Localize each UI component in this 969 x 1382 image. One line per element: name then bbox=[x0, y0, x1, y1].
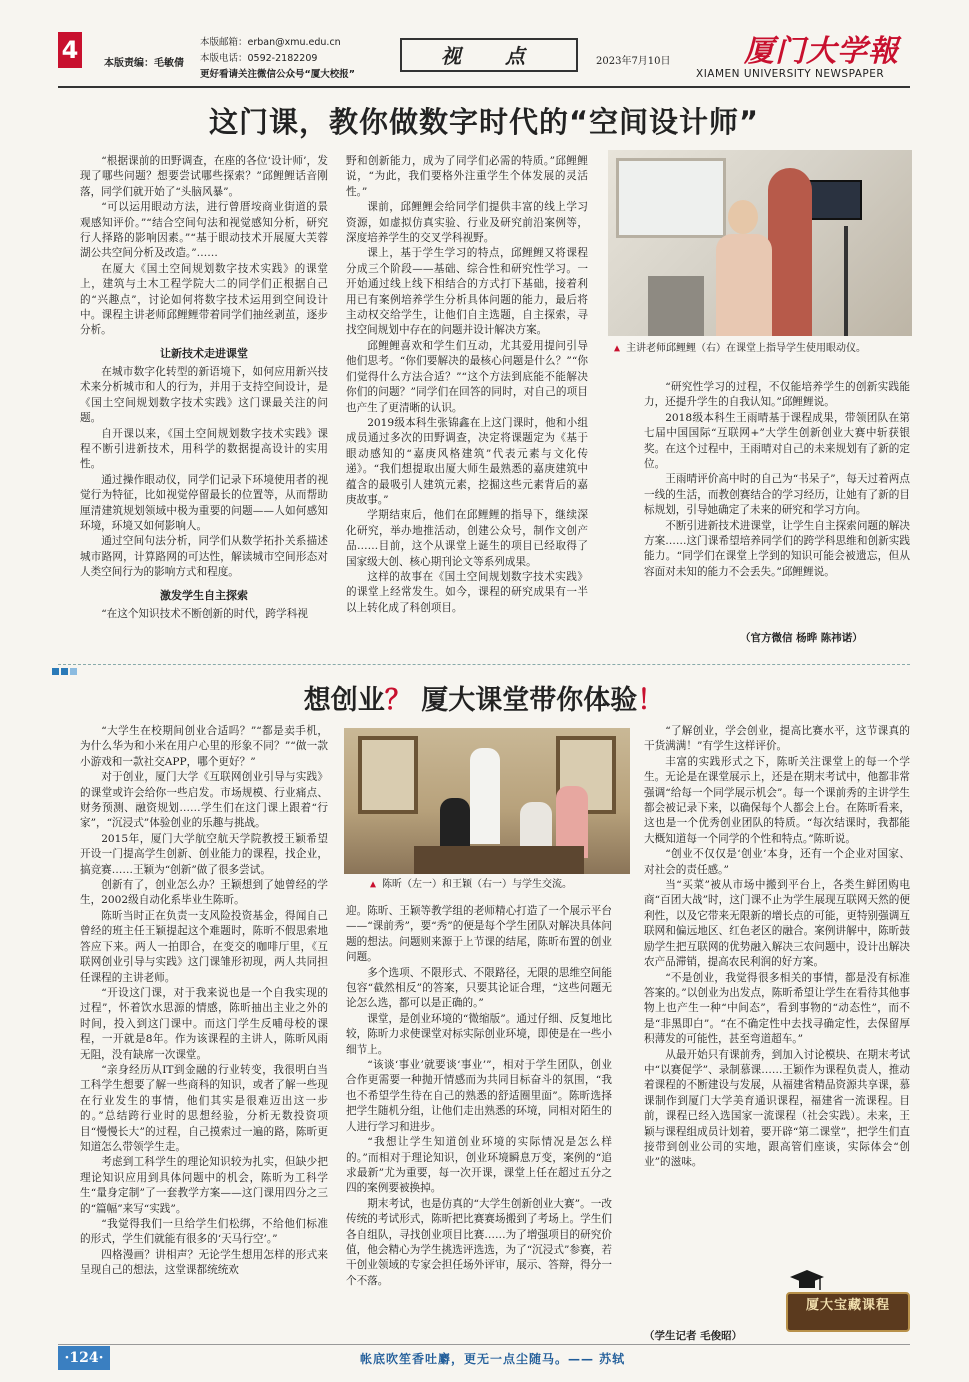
paragraph: 从最开始只有课前秀，到加入讨论模块、在期末考试中“以赛促学”、录制慕课……王颖作为课程负责人，推动着课程的不断建设与发展，从福建省精品资源共享课，慕课制作到厦门大学美育通识课程，福建省一流课程。目前，课程已经入选国家一流课程（社会实践）。未来，王颖与课程组成员计划着，要开辟“第二课堂”，把学生们直接带到创业公司的实地，跟高管们座谈，实际体会“创业”的滋味。 bbox=[644, 1048, 910, 1169]
page-number: 4 bbox=[61, 36, 79, 64]
article1-col1 bbox=[80, 154, 328, 644]
article2-col3 bbox=[644, 724, 910, 1324]
paragraph: “大学生在校期间创业合适吗？”“都是卖手机，为什么华为和小米在用户心里的形象不同？”“做一款小游戏和一款社交APP，哪个更好？” bbox=[80, 725, 328, 768]
photo-person-student bbox=[716, 234, 772, 336]
paragraph: 在城市数字化转型的新语境下，如何应用新兴技术来分析城市和人的行为，并用于支持空间设计，是《国土空间规划数字技术实践》这门课最关注的问题。 bbox=[80, 365, 328, 425]
photo-monitor bbox=[804, 180, 862, 220]
photo-person-student-head bbox=[728, 200, 758, 234]
photo1-caption bbox=[614, 342, 912, 356]
article1-col2 bbox=[346, 154, 588, 644]
section-divider bbox=[58, 664, 910, 665]
paragraph: 野和创新能力，成为了同学们必需的特质。”邱鲤鲤说，“为此，我们要格外注重学生个体发展的灵活性。” bbox=[346, 155, 588, 198]
paragraph: 不断引进新技术进课堂，让学生自主探索问题的解决方案……这门课希望培养同学们的跨学科思维和创新实践能力。“同学们在课堂上学到的知识可能会被遗忘，但从容面对未知的能力不会丢失。”邱鲤鲤说。 bbox=[644, 519, 910, 578]
email-line: 本版邮箱：erban@xmu.edu.cn bbox=[200, 37, 341, 48]
paragraph: “我想让学生知道创业环境的实际情况是怎么样的。”而相对于理论知识，创业环境瞬息万变，案例的“追求最新”尤为重要，每一次开课，课堂上任在超过五分之四的案例要被换掉。 bbox=[346, 1136, 612, 1195]
paragraph: 2015年，厦门大学航空航天学院教授王颖希望开设一门提高学生创新、创业能力的课程，找企业，搞竞赛……王颖为“创新”做了很多尝试。 bbox=[80, 832, 328, 876]
article2-byline: （学生记者 毛俊昭） bbox=[644, 1330, 743, 1342]
paragraph: 课堂，是创业环境的“微缩版”。通过仔细、反复地比较，陈昕力求使课堂对标实际创业环境，即使是在一些小细节上。 bbox=[346, 1012, 612, 1056]
paragraph: “该谈‘事业’就要谈‘事业’”，相对于学生团队，创业合作更需要一种抛开情感而为共同目标奋斗的氛围，“我也不希望学生待在自己的熟悉的舒适圈里面”。陈昕选择把学生随机分组，让他们走出熟悉的环境，同相对陌生的人进行学习和进步。 bbox=[346, 1059, 612, 1133]
paragraph: 这样的故事在《国土空间规划数字技术实践》的课堂上经常发生。如今，课程的研究成果有一半以上转化成了科创项目。 bbox=[346, 570, 588, 614]
footer-page-number: ·124· bbox=[58, 1346, 110, 1370]
paragraph: 自开课以来，《国土空间规划数字技术实践》课程不断引进新技术，用科学的数据提高设计的实用性。 bbox=[80, 427, 328, 471]
section-box bbox=[400, 38, 578, 72]
title-part: 想创业 bbox=[303, 685, 385, 716]
paragraph: 通过操作眼动仪，同学们记录下环境使用者的视觉行为特征，比如视觉停留最长的位置等，从而帮助厘清建筑规划领域中极为重要的问题——人如何感知环境，环境又如何影响人。 bbox=[80, 473, 328, 532]
footer-quote: 帐底吹笙香吐麝，更无一点尘随马。—— 苏轼 bbox=[360, 1352, 626, 1366]
paragraph: 2019级本科生张锦鑫在上这门课时，他和小组成员通过多次的田野调查，决定将课题定为《基于眼动感知的“嘉庚风格建筑”代表元素与文化传递》。“我们想提取出厦大师生最熟悉的嘉庚建筑中蕴含的最吸引人建筑元素，挖掘这些元素背后的嘉庚故事。” bbox=[346, 416, 588, 506]
paragraph: 课前，邱鲤鲤会给同学们提供丰富的线上学习资源，如虚拟仿真实验、行业及研究前沿案例等，深度培养学生的交叉学科视野。 bbox=[346, 201, 588, 245]
paragraph: 期末考试，也是仿真的“大学生创新创业大赛”。一改传统的考试形式，陈昕把比赛赛场搬到了考场上。学生们各自组队，寻找创业项目比赛……为了增强项目的研究价值，他会精心为学生挑选评选选，为了“沉浸式”参赛，若干创业领域的专家会担任场外评审，展示、答辩，得分一个不落。 bbox=[346, 1197, 612, 1287]
phone-line: 本版电话：0592-2182209 bbox=[200, 53, 318, 64]
paragraph: “研究性学习的过程，不仅能培养学生的创新实践能力，还提升学生的自我认知。”邱鲤鲤说。 bbox=[644, 381, 910, 409]
divider-squares bbox=[52, 660, 77, 679]
paragraph: 陈昕当时正在负责一支风险投资基金，得闻自己曾经的班主任王颖提起这个难题时，陈昕不假思索地答应下来。两人一拍即合，在变交的咖啡厅里，《互联网创业引导与实践》这门课雏形初现，两人共同担任课程的主讲老师。 bbox=[80, 909, 328, 984]
title-part: 厦大课堂带你体验 bbox=[421, 685, 638, 716]
photo-tripod bbox=[844, 226, 848, 336]
article1-col3 bbox=[644, 380, 910, 628]
editor-credit: 本版责编：毛敏倩 bbox=[104, 58, 184, 69]
paragraph: 2018级本科生王雨晴基于课程成果，带领团队在第七届中国国际“互联网+”大学生创新创业大赛中斩获银奖。在这个过程中，王雨晴对自己的未来规划有了新的定位。 bbox=[644, 411, 910, 471]
paragraph: 创新有了，创业怎么办？王颖想到了她曾经的学生，2002级自动化系毕业生陈昕。 bbox=[80, 879, 328, 907]
paragraph: 当“买菜”被从市场中搬到平台上，各类生鲜团购电商“百团大战”时，这门课不止为学生展现互联网天然的便利性，以及它带来无限新的增长点的可能，更特别强调互联网和偏远地区、红色老区的融合。案例讲解中，陈昕鼓励学生把互联网的优势融入解决三农问题中，设计出解决农产品滞销，提高农民利润的好方案。 bbox=[644, 879, 910, 969]
title-punct: ！ bbox=[637, 685, 665, 716]
paragraph: 丰富的实践形式之下，陈昕关注课堂上的每一个学生。无论是在课堂展示上，还是在期末考试中，他都非常强调“给每一个同学展示机会”。每一个课前秀的主讲学生都会被记录下来，以确保每个人都会上台。在陈昕看来，这也是一个优秀创业团队的特质。“每次结课时，我都能大概知道每一个同学的个性和特点。”陈昕说。 bbox=[644, 755, 910, 845]
promo-line: 更好看请关注微信公众号“厦大校报” bbox=[200, 69, 355, 80]
paragraph: 多个选项、不限形式、不限路径，无限的思维空间能包容“截然相反”的答案，只要其论证合理，“这些问题无论怎么选，都可以是正确的。” bbox=[346, 966, 612, 1010]
paragraph: “开设这门课，对于我来说也是一个自我实现的过程”，怀着饮水思源的情感，陈昕抽出主业之外的时间，投入到这门课中。而这门学生反哺母校的课程，一开就是8年。作为该课程的主讲人，陈昕风雨无阻，没有缺席一次课堂。 bbox=[80, 986, 328, 1061]
photo-classroom bbox=[344, 728, 630, 874]
photo1-caption-text: 主讲老师邱鲤鲤（右）在课堂上指导学生使用眼动仪。 bbox=[626, 343, 867, 354]
photo2-caption-text: 陈昕（左一）和王颖（右一）与学生交流。 bbox=[382, 879, 573, 890]
paragraph: 四格漫画？讲相声？无论学生想用怎样的形式来呈现自己的想法，这堂课都统统欢 bbox=[80, 1248, 328, 1277]
photo-table bbox=[414, 846, 584, 874]
header-rule bbox=[58, 86, 910, 88]
article2-col2 bbox=[346, 904, 612, 1364]
subheading: 激发学生自主探索 bbox=[160, 588, 248, 602]
subheading: 让新技术走进课堂 bbox=[160, 346, 248, 360]
paragraph: “在这个知识技术不断创新的时代，跨学科视 bbox=[101, 607, 308, 620]
photo-laptop bbox=[648, 276, 704, 336]
paragraph: “创业不仅仅是‘创业’本身，还有一个企业对国家、对社会的责任感。” bbox=[644, 848, 910, 876]
paragraph: 在厦大《国土空间规划数字技术实践》的课堂上，建筑与土木工程学院大二的同学们正根据自己的“兴趣点”，讨论如何将数字技术运用到空间设计中。课程主讲老师邱鲤鲤带着同学们抽丝剥茧，逐步分析。 bbox=[80, 262, 328, 337]
photo2-caption bbox=[370, 878, 630, 892]
section-name: 视 点 bbox=[441, 44, 537, 68]
paragraph: 对于创业，厦门大学《互联网创业引导与实践》的课堂或许会给你一些启发。市场规模、行业痛点、财务预测、融资规划……学生们在这门课上跟着“行家”，“沉浸式”体验创业的乐趣与挑战。 bbox=[80, 771, 328, 830]
masthead-en: XIAMEN UNIVERSITY NEWSPAPER bbox=[696, 68, 885, 80]
paragraph: 通过空间句法分析，同学们从数学拓扑关系描述城市路网，计算路网的可达性，解读城市空间形态对人类空间行为的影响方式和程度。 bbox=[80, 535, 328, 579]
paragraph: 王雨晴评价高中时的自己为“书呆子”，每天过着两点一线的生活，而教创赛结合的学习经历，让她有了新的目标规划，引导她确定了未来的研究和学习方向。 bbox=[644, 473, 910, 517]
triangle-icon: ▲ bbox=[614, 343, 621, 354]
badge-label: 厦大宝藏课程 bbox=[805, 1298, 890, 1313]
paragraph: “可以运用眼动方法，进行曾厝垵商业街道的景观感知评价。”“结合空间句法和视觉感知分析，研究行人择路的影响因素。”“基于眼动技术开展厦大芙蓉湖公共空间分析及改造。”…… bbox=[80, 201, 328, 260]
article2-col1 bbox=[80, 724, 328, 1364]
paragraph: 考虑到工科学生的理论知识较为扎实，但缺少把理论知识应用到具体问题中的机会，陈昕为工科学生“量身定制”了一套教学方案——这门课用四分之三的“篇幅”来写“实践”。 bbox=[80, 1156, 328, 1215]
photo-person-teacher bbox=[768, 168, 812, 336]
triangle-icon: ▲ bbox=[370, 879, 377, 890]
paragraph: “了解创业，学会创业，提高比赛水平，这节课真的干货满满！”有学生这样评价。 bbox=[644, 725, 910, 753]
paragraph: “不是创业，我觉得很多相关的事情，都是没有标准答案的。”以创业为出发点，陈昕希望让学生在看待其他事物上也产生一种“中间态”，看到事物的“动态性”，而不是“非黑即白”。“在不确定性中去找寻确定性，去保留厚积薄发的可能性，甚至弯道超车。” bbox=[644, 971, 910, 1046]
article2-title bbox=[58, 678, 910, 717]
issue-date: 2023年7月10日 bbox=[596, 56, 671, 67]
paragraph: “亲身经历从IT到金融的行业转变，我很明白当工科学生想要了解一些商科的知识，或者了解一些现在行业发生的事情，他们其实是很难迈出这一步的。”总结跨行业时的思想经验，分析无数投资项目“慢慢长大”的过程，自己摸索过一遍的路，陈昕更知道怎么带领学生走。 bbox=[80, 1063, 328, 1153]
paragraph: 邱鲤鲤喜欢和学生们互动，尤其爱用提问引导他们思考。“你们要解决的最核心问题是什么？”“你们觉得什么方法合适？”“这个方法到底能不能解决你们的问题？”同学们在回答的同时，对自己的项目也产生了更清晰的认识。 bbox=[346, 339, 588, 414]
paragraph: 学期结束后，他们在邱鲤鲤的指导下，继续深化研究，举办地推活动，创建公众号，制作文创产品……目前，这个从课堂上诞生的项目已经取得了国家级大创、核心期刊论文等系列成果。 bbox=[346, 509, 588, 568]
paragraph: 迎。陈昕、王颖等教学组的老师精心打造了一个展示平台——“课前秀”，要“秀”的便是每个学生团队对解决具体问题的想法。问题则来源于上节课的结尾，陈昕布置的创业问题。 bbox=[346, 905, 612, 964]
photo-teacher-male bbox=[470, 748, 500, 844]
photo-eye-tracking bbox=[608, 150, 912, 336]
page-number-box bbox=[58, 32, 82, 68]
photo-window bbox=[616, 158, 726, 238]
title-punct: ？ bbox=[384, 685, 412, 716]
paragraph: 课上，基于学生学习的特点，邱鲤鲤又将课程分成三个阶段——基础、综合性和研究性学习。一开始通过线上线下相结合的方式打下基础，接着利用已有案例培养学生分析具体问题的能力，最后将主动权交给学生，让他们自主选题，自主探索，寻找空间规划中存在的问题并设计解决方案。 bbox=[346, 247, 588, 337]
masthead-logo: 厦门大学報 bbox=[744, 34, 899, 69]
paragraph: “我觉得我们一旦给学生们松绑，不给他们标准的形式，学生们就能有很多的‘天马行空’。” bbox=[80, 1218, 328, 1246]
course-badge bbox=[786, 1292, 910, 1332]
article1-byline: （官方微信 杨晔 陈祎诺） bbox=[740, 632, 863, 644]
paragraph: “根据课前的田野调查，在座的各位‘设计师’，发现了哪些问题？想要尝试哪些探索？”邱鲤鲤话音刚落，同学们就开始了“头脑风暴”。 bbox=[80, 155, 328, 198]
article1-title: 这门课，教你做数字时代的“空间设计师” bbox=[208, 105, 760, 139]
photo-wall-window bbox=[358, 736, 418, 814]
graduation-cap-icon bbox=[790, 1270, 824, 1296]
